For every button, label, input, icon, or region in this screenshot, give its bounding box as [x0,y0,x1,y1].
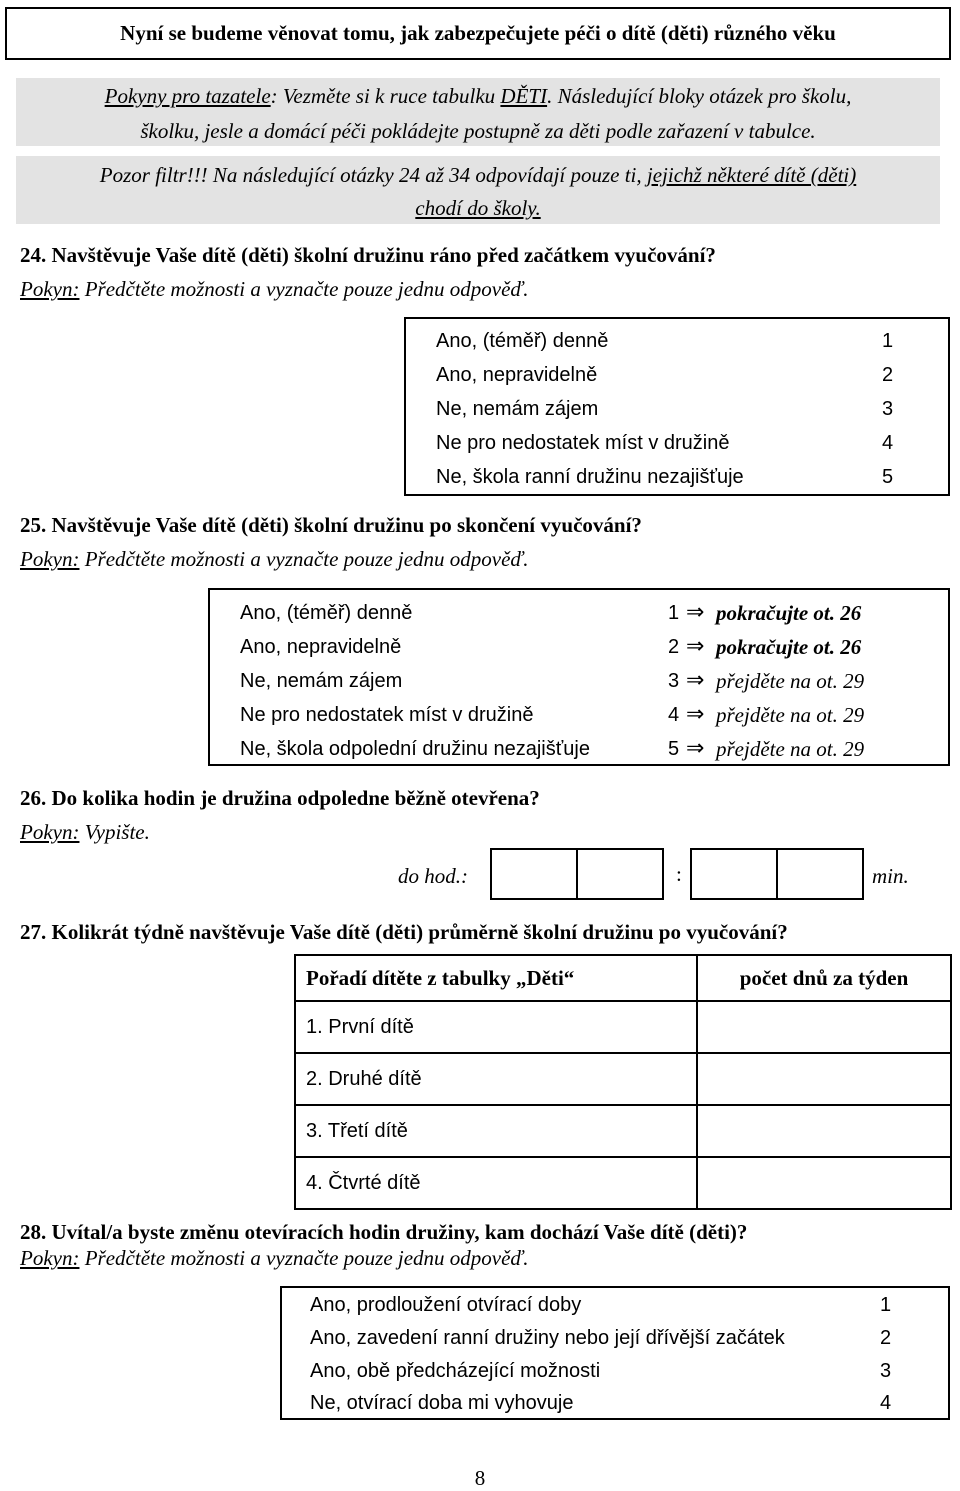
q24-option-4-code[interactable]: 4 [882,432,894,454]
instructions-line2: školku, jesle a domácí péči pokládejte postupně za děti podle zařazení v tabulce. [140,119,816,143]
q24-option-2-code[interactable]: 2 [882,364,894,386]
q24-option-3-code[interactable]: 3 [882,398,894,420]
q28-pokyn-label: Pokyn: [20,1246,80,1270]
q28-option-4-code[interactable]: 4 [880,1392,892,1414]
q27-col1-header: Pořadí dítěte z tabulky „Děti“ [295,955,697,1001]
q24-option-1-code[interactable]: 1 [882,330,894,352]
q25-title: 25. Navštěvuje Vaše dítě (děti) školní družinu po skončení vyučování? [20,513,642,537]
q27-row-1-input[interactable] [697,1001,951,1053]
q24-options [404,317,950,496]
q24-option-4[interactable]: Ne pro nedostatek míst v družině [436,432,730,454]
instructions-text-b: . Následující bloky otázek pro školu, [547,84,852,108]
q27-col2-header: počet dnů za týden [697,955,951,1001]
instructions-label: Pokyny pro tazatele [104,84,271,108]
table-row [295,1157,951,1209]
q24-pokyn-text: Předčtěte možnosti a vyznačte pouze jednu odpověď. [79,277,529,301]
q25-option-3[interactable] [240,664,940,698]
instructions-table-name: DĚTI [500,84,548,108]
filter-text: Pozor filtr!!! Na následující otázky 24 až 34 odpovídají pouze ti, [99,163,647,187]
q25-option-3-code: 3 [668,670,680,692]
q25-option-2[interactable] [240,630,940,664]
q24-option-1[interactable]: Ano, (téměř) denně [436,330,609,352]
q25-option-4[interactable] [240,698,940,732]
q26-minute-digit-1[interactable] [690,848,778,900]
q25-option-1-label: Ano, (téměř) denně [240,602,413,624]
page-number: 8 [474,1466,486,1490]
q26-separator: : [676,862,682,886]
q28-pokyn [20,1246,528,1271]
q25-option-4-code: 4 [668,704,680,726]
q25-option-5-label: Ne, škola odpolední družinu nezajišťuje [240,738,590,760]
q28-pokyn-text: Předčtěte možnosti a vyznačte pouze jednu odpověď. [79,1246,529,1270]
q24-option-3[interactable]: Ne, nemám zájem [436,398,599,420]
q24-pokyn-label: Pokyn: [20,277,80,301]
q25-option-4-action: přejděte na ot. 29 [716,703,865,727]
q27-row-4-input[interactable] [697,1157,951,1209]
instructions-text-a: : Vezměte si k ruce tabulku [270,84,501,108]
q24-option-5-code[interactable]: 5 [882,466,894,488]
q26-pokyn-label: Pokyn: [20,820,80,844]
q28-option-3[interactable]: Ano, obě předcházející možnosti [310,1360,601,1382]
q28-option-2-code[interactable]: 2 [880,1327,892,1349]
q26-hour-digit-2[interactable] [576,848,664,900]
q25-option-3-label: Ne, nemám zájem [240,670,403,692]
q24-pokyn [20,277,528,302]
q25-option-4-label: Ne pro nedostatek míst v družině [240,704,534,726]
q27-row-3-label: 3. Třetí dítě [295,1105,697,1157]
q25-option-1-action: pokračujte ot. 26 [716,601,862,625]
filter-underlined-a: jejichž některé dítě (děti) [646,163,857,187]
q25-option-1-code: 1 [668,602,680,624]
q27-row-1-label: 1. První dítě [295,1001,697,1053]
q27-table [294,954,952,1210]
q25-option-3-action: přejděte na ot. 29 [716,669,865,693]
q26-hour-digit-1[interactable] [490,848,578,900]
q27-title: 27. Kolikrát týdně navštěvuje Vaše dítě (děti) průměrně školní družinu po vyučování? [20,920,788,944]
q28-option-2[interactable]: Ano, zavedení ranní družiny nebo její dřívější začátek [310,1327,785,1349]
interviewer-instructions [16,78,940,146]
q26-pokyn [20,820,150,845]
q27-row-3-input[interactable] [697,1105,951,1157]
right-double-arrow-icon: ⇒ [686,634,705,659]
q28-option-1-code[interactable]: 1 [880,1294,892,1316]
q26-hours-label: do hod.: [398,864,468,888]
q26-title: 26. Do kolika hodin je družina odpoledne běžně otevřena? [20,786,540,810]
q25-pokyn-text: Předčtěte možnosti a vyznačte pouze jednu odpověď. [79,547,529,571]
table-row [295,1001,951,1053]
q25-options [208,588,950,766]
q25-option-5-code: 5 [668,738,680,760]
q25-option-5-action: přejděte na ot. 29 [716,737,865,761]
q25-option-2-label: Ano, nepravidelně [240,636,402,658]
q27-row-2-label: 2. Druhé dítě [295,1053,697,1105]
right-double-arrow-icon: ⇒ [686,736,705,761]
q24-title: 24. Navštěvuje Vaše dítě (děti) školní družinu ráno před začátkem vyučování? [20,243,716,267]
table-row [295,1105,951,1157]
q26-pokyn-text: Vypište. [79,820,150,844]
table-header-row [295,955,951,1001]
q26-minute-digit-2[interactable] [776,848,864,900]
filter-underlined-b: chodí do školy. [415,196,541,220]
q25-option-2-code: 2 [668,636,680,658]
q27-row-4-label: 4. Čtvrté dítě [295,1157,697,1209]
q26-minutes-label: min. [872,864,909,888]
right-double-arrow-icon: ⇒ [686,668,705,693]
q25-option-2-action: pokračujte ot. 26 [716,635,862,659]
q24-option-5[interactable]: Ne, škola ranní družinu nezajišťuje [436,466,744,488]
q28-option-3-code[interactable]: 3 [880,1360,892,1382]
q25-pokyn [20,547,528,572]
q28-options [280,1286,950,1420]
q25-option-1[interactable] [240,596,940,630]
q28-title: 28. Uvítal/a byste změnu otevíracích hodin družiny, kam dochází Vaše dítě (děti)? [20,1220,748,1244]
q28-option-1[interactable]: Ano, prodloužení otvírací doby [310,1294,582,1316]
q27-row-2-input[interactable] [697,1053,951,1105]
filter-note [16,156,940,224]
right-double-arrow-icon: ⇒ [686,702,705,727]
q25-pokyn-label: Pokyn: [20,547,80,571]
page-title: Nyní se budeme věnovat tomu, jak zabezpečujete péči o dítě (děti) různého věku [5,7,951,60]
q28-option-4[interactable]: Ne, otvírací doba mi vyhovuje [310,1392,574,1414]
table-row [295,1053,951,1105]
right-double-arrow-icon: ⇒ [686,600,705,625]
q24-option-2[interactable]: Ano, nepravidelně [436,364,598,386]
q25-option-5[interactable] [240,732,940,766]
